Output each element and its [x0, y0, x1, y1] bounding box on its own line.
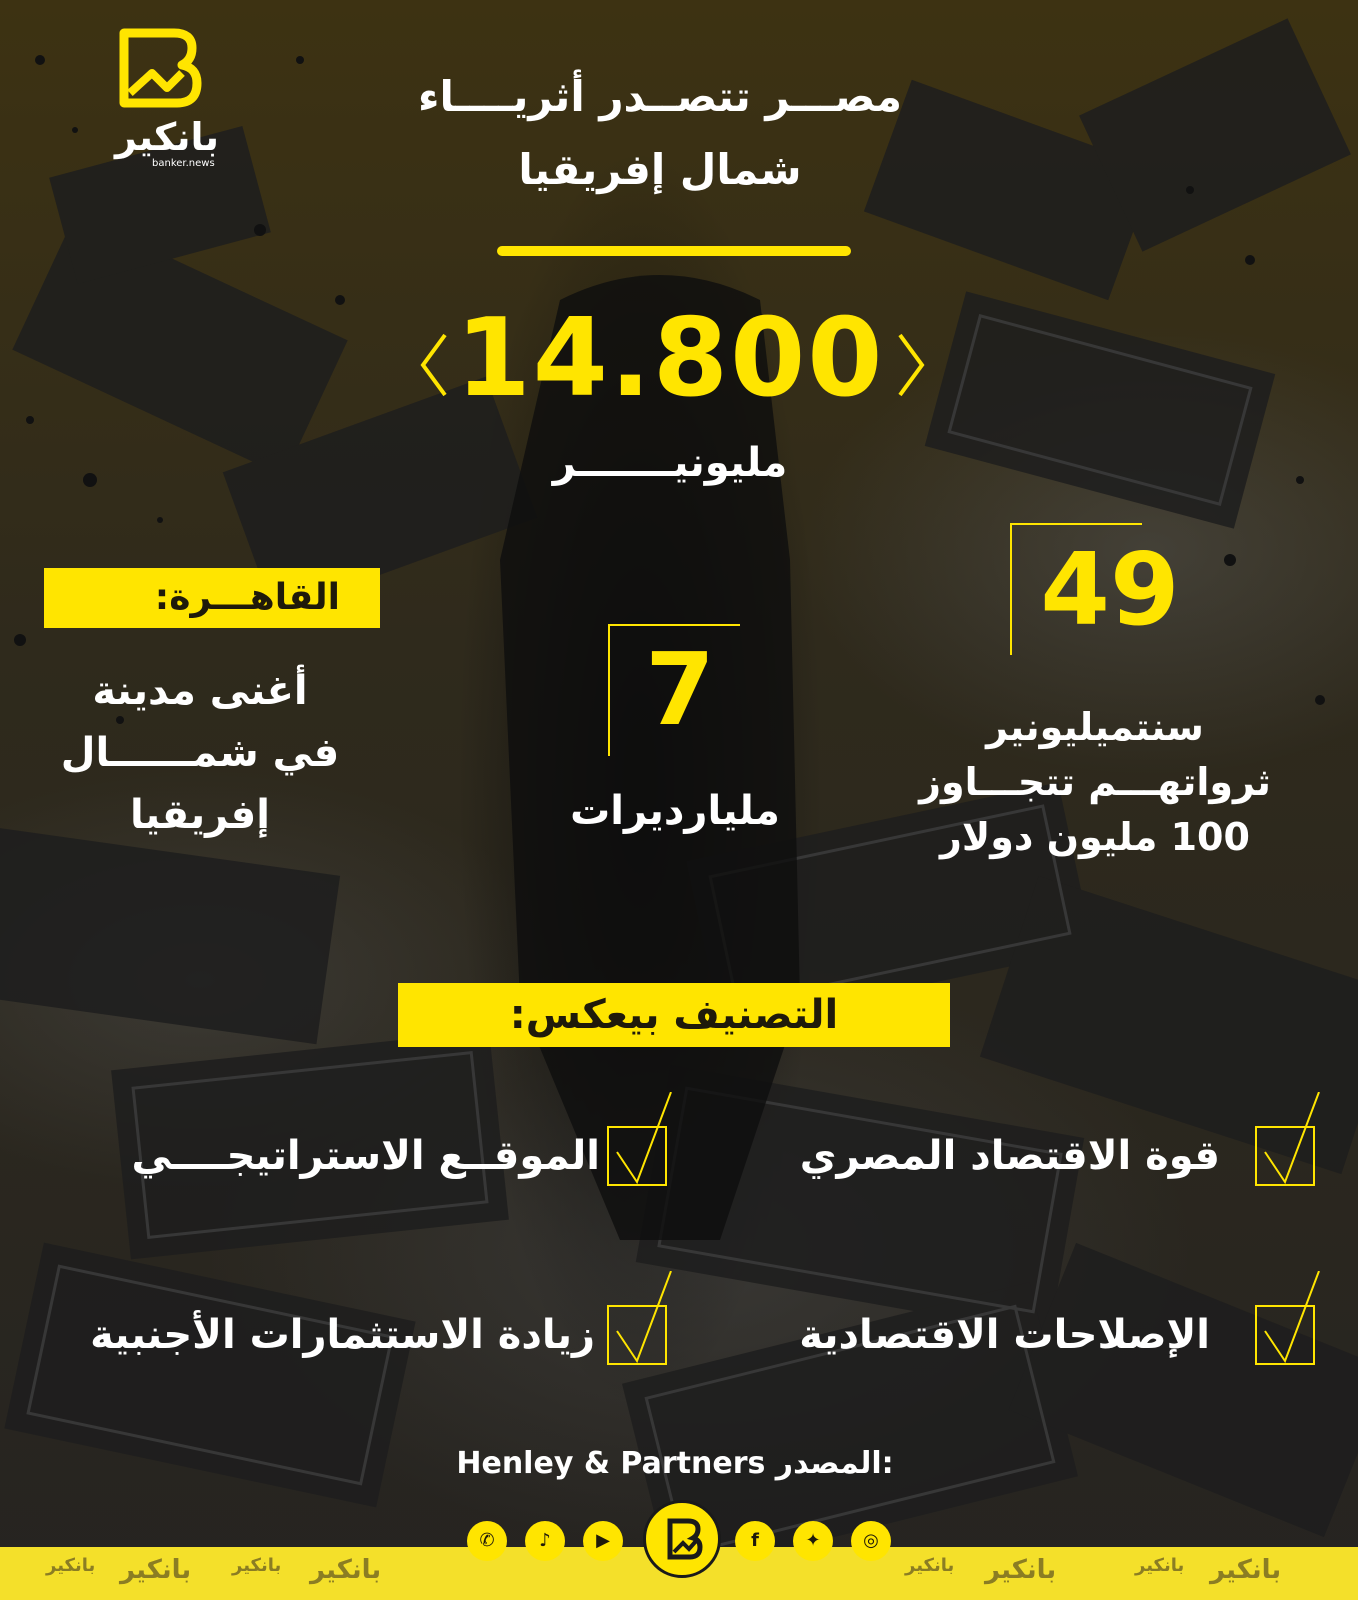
- cairo-line-2: في شمــــــال: [60, 730, 340, 776]
- millionaires-label: مليونيـــــــر: [552, 440, 788, 486]
- centimillionaires-line-3: 100 مليون دولار: [940, 815, 1250, 860]
- footer-watermark: بانكير: [232, 1555, 282, 1576]
- source-line: [400, 1446, 950, 1481]
- cairo-label: [44, 568, 380, 628]
- title-line-1: مصـــر تتصــدر أثريــــاء: [417, 72, 902, 121]
- cairo-line-1: أغنى مدينة: [92, 668, 308, 714]
- cairo-label-text: القاهـــرة:: [154, 577, 340, 618]
- check-box-icon: [1255, 1126, 1315, 1186]
- brand-domain: banker.news: [152, 158, 215, 169]
- title-line-2: شمال إفريقيا: [518, 145, 802, 194]
- cairo-description: [20, 660, 380, 846]
- ranking-item-1: قوة الاقتصاد المصري: [799, 1133, 1220, 1179]
- instagram-icon[interactable]: ◎: [851, 1521, 891, 1561]
- brand-name: بانكير: [114, 115, 220, 159]
- footer-watermark: بانكير: [985, 1555, 1057, 1585]
- footer-watermark: بانكير: [1210, 1555, 1282, 1585]
- youtube-icon[interactable]: ▶: [583, 1521, 623, 1561]
- facebook-icon[interactable]: f: [735, 1521, 775, 1561]
- cairo-line-3: إفريقيا: [130, 792, 270, 838]
- centimillionaires-count: 49: [1040, 531, 1180, 648]
- centimillionaires-line-2: ثرواتهـــم تتجـــاوز: [919, 760, 1271, 805]
- footer-watermark: بانكير: [310, 1555, 382, 1585]
- ranking-item-4: زيادة الاستثمارات الأجنبية: [90, 1312, 595, 1358]
- footer-watermark: بانكير: [120, 1555, 192, 1585]
- twitter-icon[interactable]: ✦: [793, 1521, 833, 1561]
- ranking-item-3: الإصلاحات الاقتصادية: [799, 1312, 1210, 1358]
- billionaires-label: مليارديرات: [570, 788, 780, 834]
- ranking-item-2: الموقــع الاستراتيجــــي: [131, 1133, 600, 1179]
- brand-b-icon: [112, 28, 222, 118]
- tiktok-icon[interactable]: ♪: [525, 1521, 565, 1561]
- ranking-label: التصنيف بيعكس:: [398, 983, 950, 1047]
- whatsapp-icon[interactable]: ✆: [467, 1521, 507, 1561]
- check-box-icon: [607, 1305, 667, 1365]
- millionaires-count: 14.800: [455, 296, 885, 421]
- center-brand-icon: [643, 1500, 721, 1578]
- billionaires-count: 7: [645, 631, 715, 748]
- brand-logo: [112, 28, 222, 178]
- source-value: Henley & Partners: [456, 1446, 766, 1481]
- footer-watermark: بانكير: [905, 1555, 955, 1576]
- centimillionaires-text: [850, 700, 1340, 865]
- footer-watermark: بانكير: [46, 1555, 96, 1576]
- check-box-icon: [1255, 1305, 1315, 1365]
- centimillionaires-line-1: سنتميليونير: [986, 705, 1204, 749]
- title-underline: [497, 246, 851, 256]
- footer-watermark: بانكير: [1135, 1555, 1185, 1576]
- check-box-icon: [607, 1126, 667, 1186]
- source-label: المصدر:: [775, 1446, 894, 1481]
